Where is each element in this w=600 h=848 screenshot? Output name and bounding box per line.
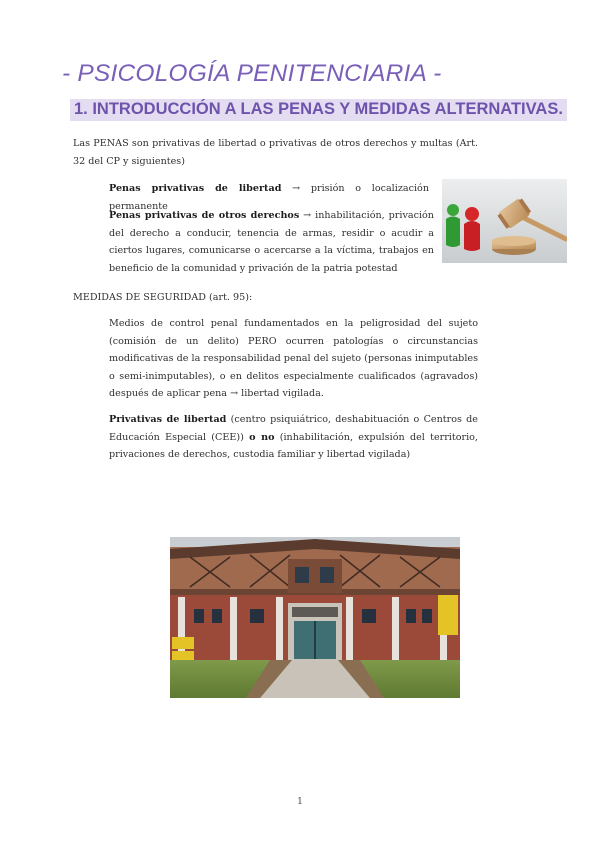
- privativas-term-no: o no: [249, 431, 275, 443]
- privativas-text-2: (inhabilitación, expulsión del territorio, privaciones de derechos, custodia familiar y libertad vigilada): [109, 431, 478, 460]
- privativas-text-1: (centro psiquiátrico, deshabituación o Centros de Educación Especial (CEE)): [109, 414, 478, 443]
- privativas-paragraph: [109, 411, 478, 464]
- pena-libertad-term: Penas privativas de libertad: [109, 183, 282, 194]
- gavel-image: [442, 179, 567, 263]
- medidas-label: MEDIDAS DE SEGURIDAD (art. 95):: [73, 292, 253, 303]
- pena-libertad-text: → prisión o localización permanente: [109, 183, 429, 212]
- page-number: 1: [297, 797, 303, 807]
- pena-derechos-paragraph: [109, 207, 434, 277]
- pena-derechos-text: → inhabilitación, privación del derecho a conducir, tenencia de armas, residir o acudir a ciertos lugares, comunicarse o acercarse a la víctima, trabajos en beneficio de la comunidad y privación de la patria potestad: [109, 210, 434, 274]
- intro-paragraph: Las PENAS son privativas de libertad o privativas de otros derechos y multas (Art. 32 del CP y siguientes): [73, 138, 478, 167]
- privativas-term: Privativas de libertad: [109, 414, 227, 425]
- pena-derechos-term: Penas privativas de otros derechos: [109, 210, 300, 221]
- prison-building-image: [170, 537, 460, 698]
- medidas-paragraph: Medios de control penal fundamentados en la peligrosidad del sujeto (comisión de un delito) PERO ocurren patologías o circunstancias modificativas de la responsabilidad penal del sujeto (personas inimputables o semi-inimputables), o en delitos especialmente cualificados (agravados) después de aplicar pena → libertad vigilada.: [109, 318, 478, 399]
- document-title: - PSICOLOGÍA PENITENCIARIA -: [62, 60, 442, 87]
- section-heading: 1. INTRODUCCIÓN A LAS PENAS Y MEDIDAS ALTERNATIVAS.: [70, 99, 567, 121]
